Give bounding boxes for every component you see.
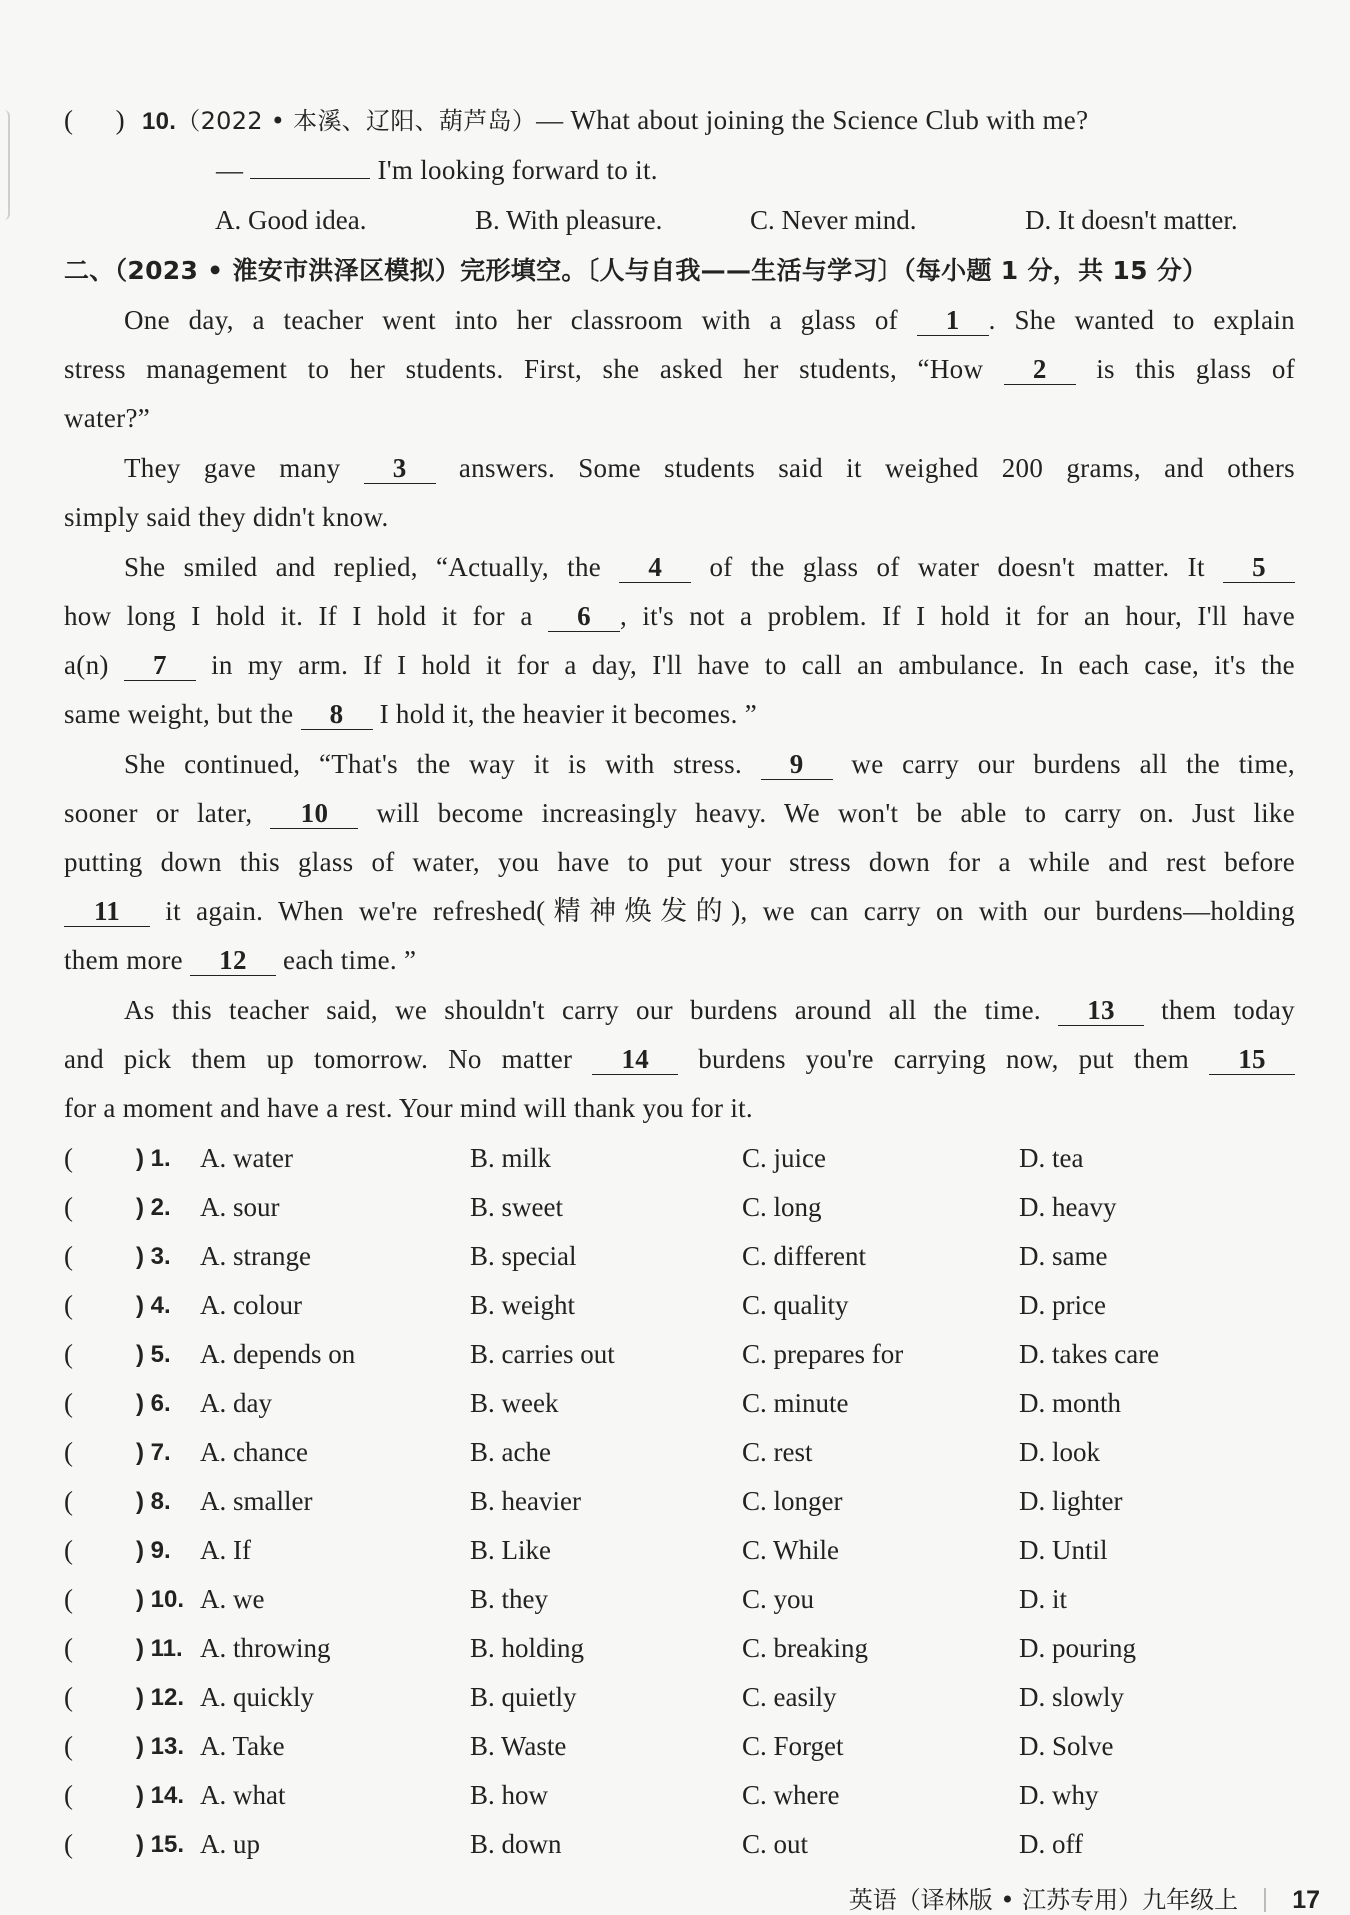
question-row <box>64 1477 1304 1526</box>
answer-paren[interactable]: ( <box>64 1829 73 1859</box>
blank-11[interactable]: 11 <box>64 896 150 927</box>
option-a[interactable]: A. If <box>200 1535 251 1565</box>
option-c[interactable]: C. out <box>742 1829 809 1859</box>
blank-9[interactable]: 9 <box>761 749 833 780</box>
page-footer <box>849 1880 1320 1912</box>
reply-text: I'm looking forward to it. <box>377 155 658 185</box>
option-d[interactable]: D. pouring <box>1019 1633 1136 1663</box>
passage-line: water?” <box>64 403 151 433</box>
option-c[interactable]: C. quality <box>742 1290 849 1320</box>
question-number: 10. <box>142 108 177 135</box>
option-d[interactable]: D. slowly <box>1019 1682 1125 1712</box>
passage-line: a(n) 7 in my arm. If I hold it for a day, I'll have to call an ambulance. In each case, it's the <box>64 650 1295 680</box>
question-row <box>64 1624 1304 1673</box>
question-number: ) 12. <box>136 1684 185 1711</box>
blank-5[interactable]: 5 <box>1223 552 1295 583</box>
blank-10[interactable]: 10 <box>270 798 358 829</box>
answer-paren[interactable]: ( <box>64 1584 73 1614</box>
passage-line: stress management to her students. First, she asked her students, “How 2 is this glass of <box>64 354 1295 384</box>
answer-paren[interactable]: ( <box>64 1535 73 1565</box>
option-a[interactable]: A. we <box>200 1584 265 1614</box>
option-b[interactable]: B. With pleasure. <box>475 205 663 235</box>
question-row <box>64 1673 1304 1722</box>
passage-line: She continued, “That's the way it is with stress. 9 we carry our burdens all the time, <box>124 749 1295 779</box>
option-d[interactable]: D. it <box>1019 1584 1068 1614</box>
question-row <box>64 1575 1304 1624</box>
passage-line: They gave many 3 answers. Some students said it weighed 200 grams, and others <box>124 453 1295 483</box>
option-c[interactable]: C. breaking <box>742 1633 868 1663</box>
question-text: — What about joining the Science Club with me? <box>536 105 1089 135</box>
passage-line: 11 it again. When we're refreshed(精神焕发的), we can carry on with our burdens—holding <box>64 887 1295 936</box>
reply-blank[interactable] <box>250 178 370 179</box>
option-b[interactable]: B. weight <box>470 1290 575 1320</box>
option-b[interactable]: B. special <box>470 1241 577 1271</box>
blank-1[interactable]: 1 <box>917 305 989 336</box>
option-c[interactable]: C. prepares for <box>742 1339 904 1369</box>
blank-6[interactable]: 6 <box>548 601 620 632</box>
option-a[interactable]: A. what <box>200 1780 286 1810</box>
option-d[interactable]: D. price <box>1019 1290 1106 1320</box>
answer-paren[interactable]: ( <box>64 1731 73 1761</box>
question-row <box>64 1820 1304 1869</box>
passage-line: same weight, but the 8 I hold it, the heavier it becomes. ” <box>64 699 758 729</box>
option-c[interactable]: C. Never mind. <box>750 205 917 235</box>
option-b[interactable]: B. they <box>470 1584 548 1614</box>
answer-paren[interactable]: ( <box>64 1633 73 1663</box>
option-c[interactable]: C. long <box>742 1192 822 1222</box>
question-number: ) 2. <box>136 1194 171 1221</box>
option-b[interactable]: B. down <box>470 1829 562 1859</box>
option-d[interactable]: D. tea <box>1019 1143 1084 1173</box>
blank-14[interactable]: 14 <box>592 1044 678 1075</box>
option-a[interactable]: A. water <box>200 1143 293 1173</box>
passage-line: sooner or later, 10 will become increasingly heavy. We won't be able to carry on. Just like <box>64 798 1296 828</box>
answer-paren[interactable]: ( <box>64 1682 73 1712</box>
blank-13[interactable]: 13 <box>1058 995 1144 1026</box>
passage-line: how long I hold it. If I hold it for a 6 , it's not a problem. If I hold it for an hour, I'll have <box>64 601 1295 631</box>
option-a[interactable]: A. Good idea. <box>215 205 367 235</box>
option-b[interactable]: B. quietly <box>470 1682 577 1712</box>
blank-8[interactable]: 8 <box>301 699 373 730</box>
passage-line: and pick them up tomorrow. No matter 14 burdens you're carrying now, put them 15 <box>64 1035 1295 1084</box>
answer-paren[interactable]: ( <box>64 1388 73 1418</box>
answer-paren[interactable]: ( <box>64 1437 73 1467</box>
option-c[interactable]: C. minute <box>742 1388 849 1418</box>
option-a[interactable]: A. throwing <box>200 1633 331 1663</box>
question-number: ) 7. <box>136 1439 171 1466</box>
passage-line: She smiled and replied, “Actually, the 4 of the glass of water doesn't matter. It 5 <box>64 543 1295 592</box>
option-b[interactable]: B. Waste <box>470 1731 567 1761</box>
option-a[interactable]: A. strange <box>200 1241 311 1271</box>
option-b[interactable]: B. how <box>470 1780 549 1810</box>
option-c[interactable]: C. where <box>742 1780 840 1810</box>
option-b[interactable]: B. sweet <box>470 1192 563 1222</box>
option-a[interactable]: A. up <box>200 1829 260 1859</box>
option-c[interactable]: C. different <box>742 1241 866 1271</box>
option-c[interactable]: C. juice <box>742 1143 826 1173</box>
blank-12[interactable]: 12 <box>190 945 276 976</box>
option-b[interactable]: B. milk <box>470 1143 552 1173</box>
question-number: ) 1. <box>136 1145 171 1172</box>
option-a[interactable]: A. colour <box>200 1290 302 1320</box>
question-number: ) 13. <box>136 1733 185 1760</box>
option-a[interactable]: A. Take <box>200 1731 285 1761</box>
passage-line: One day, a teacher went into her classroom with a glass of 1 . She wanted to explain <box>124 305 1295 335</box>
option-a[interactable]: A. depends on <box>200 1339 356 1369</box>
question-number: ) 5. <box>136 1341 171 1368</box>
question-number: ) 4. <box>136 1292 171 1319</box>
option-b[interactable]: B. heavier <box>470 1486 581 1516</box>
answer-paren[interactable]: ( ) <box>64 105 125 135</box>
question-row <box>64 1232 1304 1281</box>
question-row <box>64 1183 1304 1232</box>
option-b[interactable]: B. Like <box>470 1535 551 1565</box>
option-c[interactable]: C. longer <box>742 1486 843 1516</box>
blank-4[interactable]: 4 <box>619 552 691 583</box>
option-c[interactable]: C. Forget <box>742 1731 844 1761</box>
question-row <box>64 1330 1304 1379</box>
option-b[interactable]: B. holding <box>470 1633 585 1663</box>
answer-paren[interactable]: ( <box>64 1290 73 1320</box>
q10-reply-line: — I'm looking forward to it. <box>216 155 658 185</box>
option-c[interactable]: C. easily <box>742 1682 837 1712</box>
answer-paren[interactable]: ( <box>64 1241 73 1271</box>
question-source: （2022 • 本溪、辽阳、葫芦岛） <box>176 107 537 135</box>
blank-2[interactable]: 2 <box>1004 354 1076 385</box>
passage-line: simply said they didn't know. <box>64 502 389 532</box>
footer-divider <box>1264 1888 1266 1912</box>
question-number: ) 11. <box>136 1635 183 1662</box>
blank-3[interactable]: 3 <box>364 453 436 484</box>
option-a[interactable]: A. day <box>200 1388 272 1418</box>
option-d[interactable]: D. why <box>1019 1780 1099 1810</box>
blank-15[interactable]: 15 <box>1209 1044 1295 1075</box>
question-number: ) 15. <box>136 1831 185 1858</box>
answer-paren[interactable]: ( <box>64 1192 73 1222</box>
option-d[interactable]: D. same <box>1019 1241 1108 1271</box>
option-d[interactable]: D. month <box>1019 1388 1122 1418</box>
option-b[interactable]: B. carries out <box>470 1339 615 1369</box>
option-d[interactable]: D. Solve <box>1019 1731 1114 1761</box>
section-header: 二、（2023 • 淮安市洪泽区模拟）完形填空。〔人与自我——生活与学习〕（每小题 1 分，共 15 分） <box>64 256 1208 285</box>
option-c[interactable]: C. rest <box>742 1437 813 1467</box>
option-c[interactable]: C. While <box>742 1535 839 1565</box>
question-row <box>64 1134 1304 1183</box>
passage-line: them more 12 each time. ” <box>64 945 417 975</box>
option-b[interactable]: B. ache <box>470 1437 551 1467</box>
passage-line: As this teacher said, we shouldn't carry our burdens around all the time. 13 them today <box>124 995 1295 1025</box>
answer-paren[interactable]: ( <box>64 1486 73 1516</box>
option-a[interactable]: A. quickly <box>200 1682 314 1712</box>
answer-paren[interactable]: ( <box>64 1143 73 1173</box>
question-number: ) 9. <box>136 1537 171 1564</box>
book-title: 英语（译林版 • 江苏专用）九年级上 <box>848 1886 1239 1914</box>
option-d[interactable]: D. look <box>1019 1437 1100 1467</box>
answer-paren[interactable]: ( <box>64 1780 73 1810</box>
option-d[interactable]: D. lighter <box>1019 1486 1123 1516</box>
option-a[interactable]: A. chance <box>200 1437 308 1467</box>
option-b[interactable]: B. week <box>470 1388 559 1418</box>
option-d[interactable]: D. Until <box>1019 1535 1108 1565</box>
question-row <box>64 1379 1304 1428</box>
q10-question-line <box>64 96 1295 145</box>
passage-line: putting down this glass of water, you have to put your stress down for a while and rest before <box>64 847 1295 877</box>
option-d[interactable]: D. heavy <box>1019 1192 1117 1222</box>
question-row <box>64 1722 1304 1771</box>
answer-paren[interactable]: ( <box>64 1339 73 1369</box>
option-d[interactable]: D. It doesn't matter. <box>1025 205 1238 235</box>
option-a[interactable]: A. smaller <box>200 1486 313 1516</box>
option-a[interactable]: A. sour <box>200 1192 280 1222</box>
question-number: ) 3. <box>136 1243 171 1270</box>
question-number: ) 10. <box>136 1586 185 1613</box>
passage-line: for a moment and have a rest. Your mind will thank you for it. <box>64 1093 753 1123</box>
question-row <box>64 1771 1304 1820</box>
question-number: ) 8. <box>136 1488 171 1515</box>
page-number: 17 <box>1292 1886 1320 1914</box>
option-d[interactable]: D. takes care <box>1019 1339 1160 1369</box>
blank-7[interactable]: 7 <box>124 650 196 681</box>
question-number: ) 14. <box>136 1782 185 1809</box>
question-number: ) 6. <box>136 1390 171 1417</box>
question-row <box>64 1428 1304 1477</box>
question-row <box>64 1526 1304 1575</box>
option-d[interactable]: D. off <box>1019 1829 1083 1859</box>
question-row <box>64 1281 1304 1330</box>
q10-options <box>0 196 1300 245</box>
option-c[interactable]: C. you <box>742 1584 815 1614</box>
